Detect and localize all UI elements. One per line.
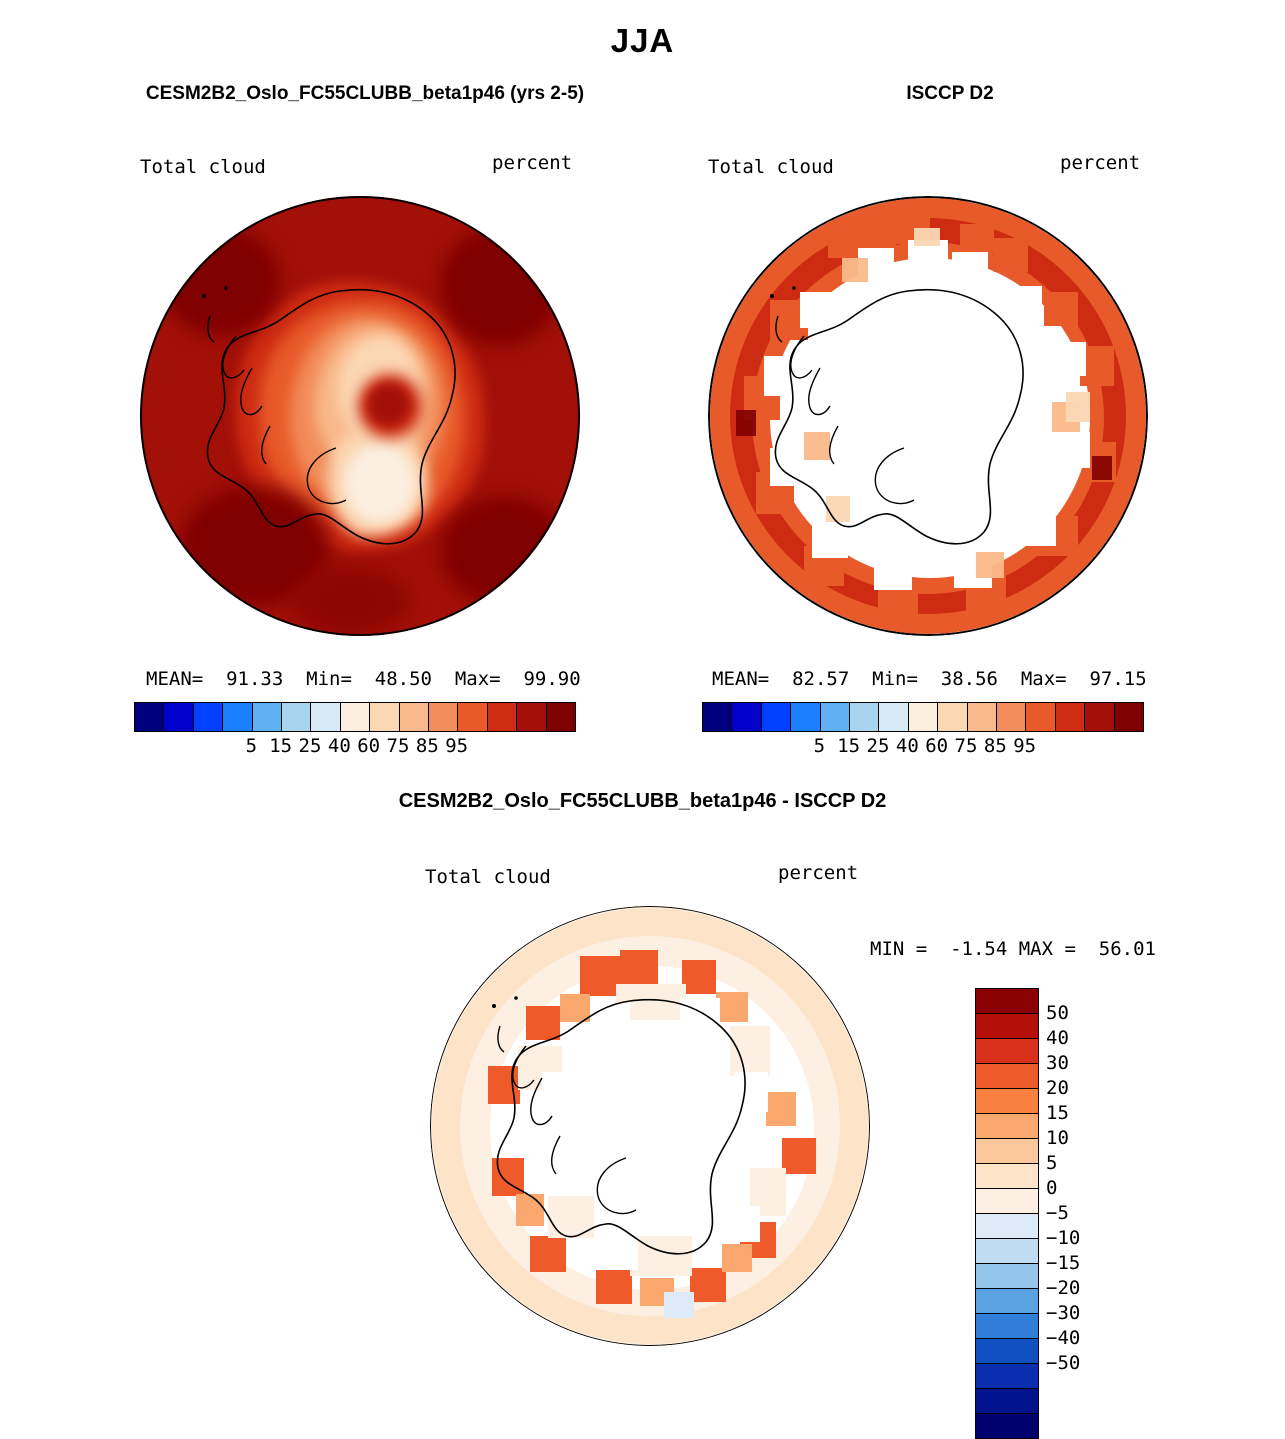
colorbar-swatch — [762, 703, 791, 731]
colorbar-obs — [702, 702, 1144, 732]
colorbar-tick: 0 — [1046, 1177, 1058, 1199]
colorbar-tick: 5 — [1046, 1152, 1058, 1174]
colorbar-tick: 40 — [1046, 1027, 1069, 1049]
colorbar-swatch — [976, 1014, 1038, 1039]
variable-label-diff: Total cloud — [425, 866, 551, 888]
colorbar-tick: 25 — [866, 735, 890, 757]
colorbar-tick: −30 — [1046, 1302, 1081, 1324]
colorbar-swatch — [1056, 703, 1085, 731]
colorbar-tick: 30 — [1046, 1052, 1069, 1074]
colorbar-swatch — [976, 1114, 1038, 1139]
variable-label-obs: Total cloud — [708, 156, 834, 178]
colorbar-swatch — [976, 1139, 1038, 1164]
colorbar-swatch — [976, 1064, 1038, 1089]
panel-title-diff: CESM2B2_Oslo_FC55CLUBB_beta1p46 - ISCCP D2 — [398, 790, 887, 812]
units-label-model: percent — [492, 152, 573, 174]
colorbar-swatch — [311, 703, 340, 731]
colorbar-tick: 5 — [245, 735, 258, 757]
colorbar-tick: 25 — [298, 735, 322, 757]
colorbar-swatch — [1115, 703, 1143, 731]
page-title: JJA — [610, 22, 675, 59]
colorbar-tick: −40 — [1046, 1327, 1081, 1349]
colorbar-swatch — [976, 989, 1038, 1014]
variable-label-model: Total cloud — [140, 156, 266, 178]
panel-title-model: CESM2B2_Oslo_FC55CLUBB_beta1p46 (yrs 2-5) — [145, 83, 585, 104]
colorbar-swatch — [976, 1289, 1038, 1314]
colorbar-swatch — [968, 703, 997, 731]
colorbar-swatch — [370, 703, 399, 731]
colorbar-swatch — [341, 703, 370, 731]
colorbar-swatch — [400, 703, 429, 731]
colorbar-tick: 60 — [925, 735, 949, 757]
stats-obs: MEAN= 82.57 Min= 38.56 Max= 97.15 — [712, 668, 1147, 690]
colorbar-tick: −10 — [1046, 1227, 1081, 1249]
colorbar-model — [134, 702, 576, 732]
stats-model: MEAN= 91.33 Min= 48.50 Max= 99.90 — [146, 668, 581, 690]
colorbar-swatch — [1085, 703, 1114, 731]
colorbar-tick: −50 — [1046, 1352, 1081, 1374]
colorbar-swatch — [976, 1389, 1038, 1414]
colorbar-tick: 15 — [1046, 1102, 1069, 1124]
colorbar-swatch — [253, 703, 282, 731]
colorbar-ticks-model — [134, 735, 574, 759]
colorbar-tick: −15 — [1046, 1252, 1081, 1274]
colorbar-swatch — [429, 703, 458, 731]
colorbar-swatch — [135, 703, 164, 731]
colorbar-swatch — [976, 1264, 1038, 1289]
colorbar-swatch — [821, 703, 850, 731]
colorbar-swatch — [547, 703, 575, 731]
colorbar-tick: 40 — [895, 735, 919, 757]
colorbar-swatch — [879, 703, 908, 731]
colorbar-swatch — [976, 1214, 1038, 1239]
colorbar-swatch — [976, 1314, 1038, 1339]
colorbar-swatch — [976, 1164, 1038, 1189]
colorbar-tick: 10 — [1046, 1127, 1069, 1149]
colorbar-swatch — [791, 703, 820, 731]
colorbar-tick: 75 — [954, 735, 978, 757]
colorbar-tick: 95 — [1013, 735, 1037, 757]
colorbar-ticks-obs — [702, 735, 1142, 759]
colorbar-swatch — [1026, 703, 1055, 731]
colorbar-tick: 85 — [983, 735, 1007, 757]
colorbar-swatch — [517, 703, 546, 731]
colorbar-swatch — [976, 1414, 1038, 1438]
colorbar-swatch — [458, 703, 487, 731]
colorbar-tick: 5 — [813, 735, 826, 757]
colorbar-tick: 50 — [1046, 1002, 1069, 1024]
colorbar-tick: 95 — [445, 735, 469, 757]
colorbar-swatch — [976, 1364, 1038, 1389]
colorbar-swatch — [488, 703, 517, 731]
colorbar-swatch — [732, 703, 761, 731]
colorbar-tick: 75 — [386, 735, 410, 757]
colorbar-swatch — [703, 703, 732, 731]
stats-diff: MIN = -1.54 MAX = 56.01 — [870, 938, 1156, 960]
colorbar-swatch — [164, 703, 193, 731]
colorbar-swatch — [976, 1239, 1038, 1264]
colorbar-tick: 60 — [357, 735, 381, 757]
colorbar-tick: 20 — [1046, 1077, 1069, 1099]
colorbar-swatch — [282, 703, 311, 731]
colorbar-diff — [975, 988, 1039, 1439]
colorbar-tick: 15 — [837, 735, 861, 757]
colorbar-swatch — [194, 703, 223, 731]
colorbar-tick: 15 — [269, 735, 293, 757]
colorbar-swatch — [850, 703, 879, 731]
colorbar-swatch — [223, 703, 252, 731]
colorbar-swatch — [976, 1189, 1038, 1214]
colorbar-swatch — [938, 703, 967, 731]
colorbar-swatch — [976, 1089, 1038, 1114]
units-label-obs: percent — [1060, 152, 1141, 174]
colorbar-swatch — [976, 1339, 1038, 1364]
colorbar-tick: 85 — [415, 735, 439, 757]
colorbar-swatch — [909, 703, 938, 731]
colorbar-tick: −5 — [1046, 1202, 1069, 1224]
colorbar-tick: −20 — [1046, 1277, 1081, 1299]
colorbar-tick: 40 — [327, 735, 351, 757]
panel-title-obs: ISCCP D2 — [906, 83, 994, 104]
colorbar-swatch — [997, 703, 1026, 731]
colorbar-swatch — [976, 1039, 1038, 1064]
units-label-diff: percent — [778, 862, 859, 884]
